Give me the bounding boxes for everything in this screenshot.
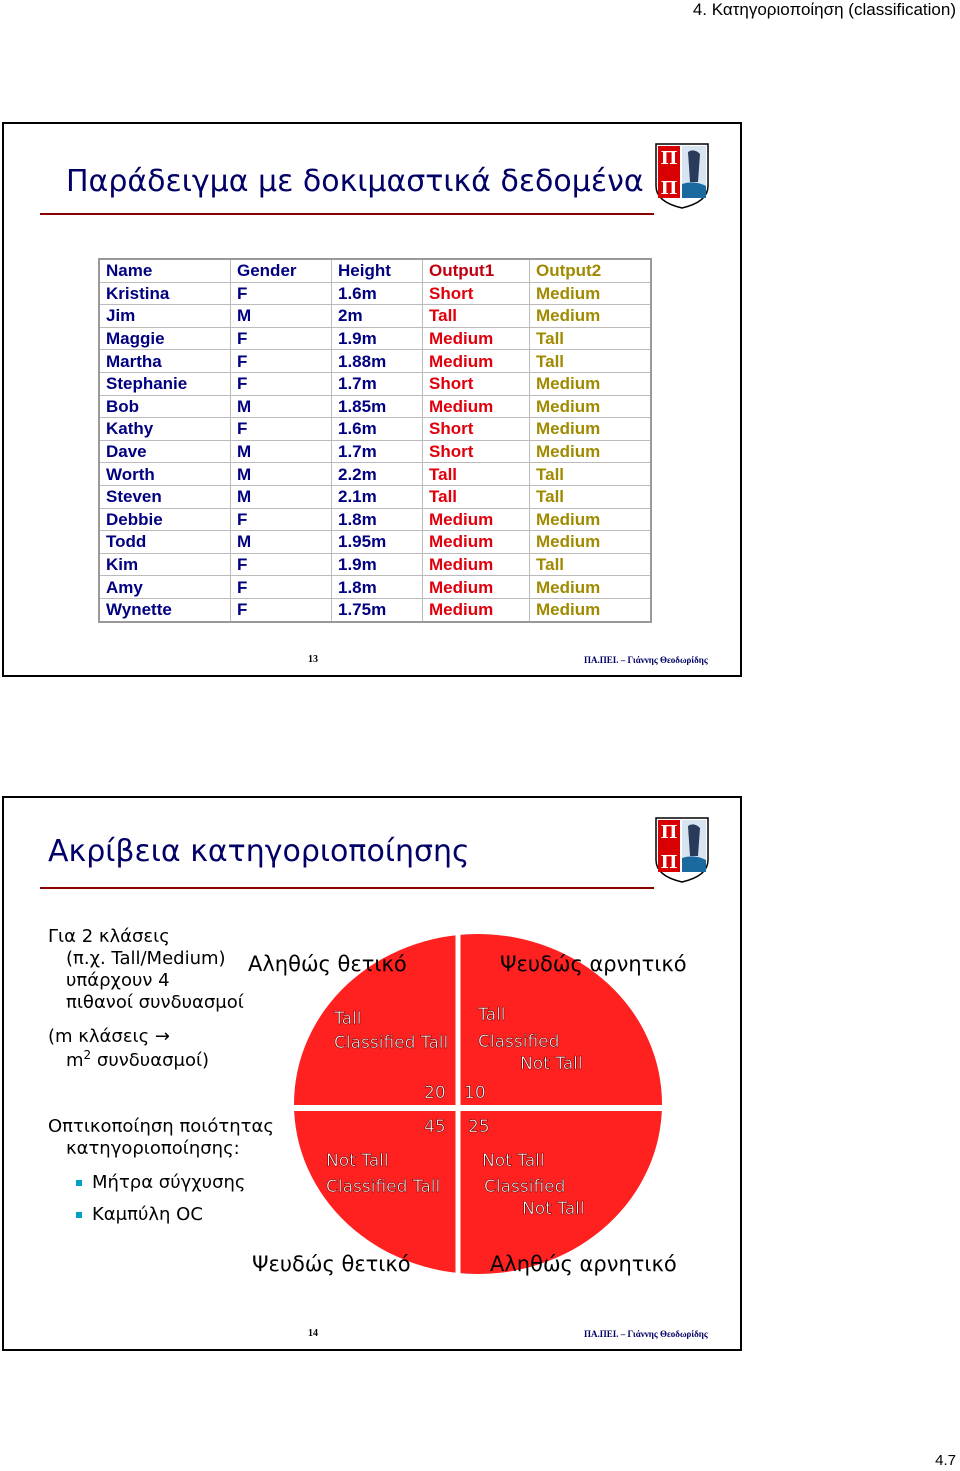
table-cell: Short xyxy=(423,440,530,463)
confusion-pie xyxy=(294,934,662,1274)
table-cell: Martha xyxy=(99,350,231,373)
table-cell: Medium xyxy=(530,282,652,305)
column-header: Height xyxy=(332,259,423,282)
table-cell: 1.7m xyxy=(332,440,423,463)
bullet-square-icon xyxy=(76,1180,82,1186)
text-m-squared xyxy=(66,1048,209,1071)
table-cell: 1.88m xyxy=(332,350,423,373)
table-cell: Medium xyxy=(423,553,530,576)
table-cell: Tall xyxy=(530,350,652,373)
table-row xyxy=(99,440,651,463)
text-m-classes: (m κλάσεις → xyxy=(48,1026,171,1047)
table-cell: F xyxy=(231,282,332,305)
m-combinations: συνδυασμοί) xyxy=(91,1050,210,1071)
table-cell: Kathy xyxy=(99,418,231,441)
table-cell: Amy xyxy=(99,576,231,599)
table-cell: Wynette xyxy=(99,598,231,621)
table-row xyxy=(99,418,651,441)
table-cell: Dave xyxy=(99,440,231,463)
svg-text:Π: Π xyxy=(660,148,678,169)
bl-line1: Not Tall xyxy=(326,1151,389,1171)
text-there-are: υπάρχουν 4 xyxy=(66,970,170,991)
table-cell: Short xyxy=(423,282,530,305)
bl-count: 45 xyxy=(424,1117,446,1137)
table-cell: M xyxy=(231,485,332,508)
table-cell: Medium xyxy=(530,598,652,621)
label-false-negative: Ψευδώς αρνητικό xyxy=(500,952,687,976)
table-cell: Short xyxy=(423,418,530,441)
table-cell: Maggie xyxy=(99,327,231,350)
table-row xyxy=(99,531,651,554)
table-cell: Medium xyxy=(530,440,652,463)
table-cell: 2m xyxy=(332,305,423,328)
table-row xyxy=(99,463,651,486)
footer-author: ΠΑ.ΠΕΙ. – Γιάννης Θεοδωρίδης xyxy=(584,1329,708,1339)
table-cell: F xyxy=(231,553,332,576)
table-cell: Medium xyxy=(530,576,652,599)
column-header: Output1 xyxy=(423,259,530,282)
table-cell: Medium xyxy=(530,418,652,441)
page-corner-number: 4.7 xyxy=(935,1452,956,1469)
table-cell: Medium xyxy=(423,576,530,599)
svg-text:Π: Π xyxy=(660,852,678,873)
table-cell: Tall xyxy=(530,553,652,576)
table-cell: Medium xyxy=(530,372,652,395)
table-cell: Medium xyxy=(423,531,530,554)
table-cell: Medium xyxy=(423,598,530,621)
bullet-confusion-matrix xyxy=(76,1172,245,1193)
table-cell: F xyxy=(231,350,332,373)
slide-title: Παράδειγμα με δοκιμαστικά δεδομένα xyxy=(66,164,644,199)
table-row xyxy=(99,395,651,418)
bullet-square-icon xyxy=(76,1212,82,1218)
tl-count: 20 xyxy=(424,1083,446,1103)
text-example: (π.χ. Tall/Medium) xyxy=(66,948,226,969)
text-visualization: Οπτικοποίηση ποιότητας xyxy=(48,1116,274,1137)
text-combinations: πιθανοί συνδυασμοί xyxy=(66,992,244,1013)
table-cell: Kristina xyxy=(99,282,231,305)
table-cell: Todd xyxy=(99,531,231,554)
table-cell: Tall xyxy=(530,463,652,486)
br-line1: Not Tall xyxy=(482,1151,545,1171)
table-cell: Tall xyxy=(423,305,530,328)
table-cell: Kim xyxy=(99,553,231,576)
table-cell: Medium xyxy=(423,327,530,350)
table-cell: 2.1m xyxy=(332,485,423,508)
table-cell: 1.95m xyxy=(332,531,423,554)
page-number: 14 xyxy=(308,1328,318,1339)
table-row xyxy=(99,598,651,621)
table-cell: M xyxy=(231,440,332,463)
table-cell: 1.9m xyxy=(332,327,423,350)
table-cell: 1.6m xyxy=(332,282,423,305)
table-row xyxy=(99,350,651,373)
table-cell: Debbie xyxy=(99,508,231,531)
table-header-row xyxy=(99,259,651,282)
table-row xyxy=(99,485,651,508)
table-cell: F xyxy=(231,508,332,531)
table-cell: F xyxy=(231,576,332,599)
table-cell: F xyxy=(231,418,332,441)
bullet-label: Καμπύλη OC xyxy=(92,1204,203,1225)
tl-line2: Classified Tall xyxy=(334,1033,449,1053)
table-cell: Medium xyxy=(530,305,652,328)
table-cell: Stephanie xyxy=(99,372,231,395)
tr-line1: Tall xyxy=(478,1005,506,1025)
table-cell: Medium xyxy=(530,508,652,531)
table-cell: Jim xyxy=(99,305,231,328)
text-classification-quality: κατηγοριοποίησης: xyxy=(66,1138,240,1159)
title-divider xyxy=(40,887,654,889)
table-row xyxy=(99,553,651,576)
table-cell: Medium xyxy=(530,395,652,418)
tr-line2: Classified xyxy=(478,1032,560,1052)
table-cell: 1.7m xyxy=(332,372,423,395)
bl-line2: Classified Tall xyxy=(326,1177,441,1197)
br-line2: Classified xyxy=(484,1177,566,1197)
table-cell: F xyxy=(231,327,332,350)
tl-line1: Tall xyxy=(334,1009,362,1029)
slide-14 xyxy=(2,796,742,1351)
m-letter: m xyxy=(66,1050,84,1071)
table-cell: Tall xyxy=(530,485,652,508)
university-logo-icon xyxy=(654,142,710,210)
br-line3: Not Tall xyxy=(522,1199,585,1219)
table-cell: Short xyxy=(423,372,530,395)
title-divider xyxy=(40,213,654,215)
table-cell: Worth xyxy=(99,463,231,486)
university-logo-icon xyxy=(654,816,710,884)
table-row xyxy=(99,372,651,395)
table-cell: 1.8m xyxy=(332,576,423,599)
tr-line3: Not Tall xyxy=(520,1054,583,1074)
table-cell: M xyxy=(231,463,332,486)
table-cell: M xyxy=(231,531,332,554)
slide-title: Ακρίβεια κατηγοριοποίησης xyxy=(48,834,470,869)
table-cell: Bob xyxy=(99,395,231,418)
bullet-label: Μήτρα σύγχυσης xyxy=(92,1172,246,1193)
table-row xyxy=(99,282,651,305)
table-cell: Medium xyxy=(423,508,530,531)
table-cell: M xyxy=(231,305,332,328)
label-false-positive: Ψευδώς θετικό xyxy=(252,1252,411,1276)
table-cell: Medium xyxy=(423,350,530,373)
pie-disk xyxy=(294,934,662,1274)
table-cell: M xyxy=(231,395,332,418)
table-cell: Tall xyxy=(530,327,652,350)
label-true-positive: Αληθώς θετικό xyxy=(248,952,407,976)
table-row xyxy=(99,576,651,599)
table-cell: Tall xyxy=(423,463,530,486)
chapter-header: 4. Κατηγοριοποίηση (classification) xyxy=(692,0,956,19)
br-count: 25 xyxy=(468,1117,490,1137)
column-header: Output2 xyxy=(530,259,652,282)
label-true-negative: Αληθώς αρνητικό xyxy=(490,1252,677,1276)
column-header: Gender xyxy=(231,259,332,282)
table-cell: 1.8m xyxy=(332,508,423,531)
text-two-classes: Για 2 κλάσεις xyxy=(48,926,170,947)
table-cell: Medium xyxy=(423,395,530,418)
footer-author: ΠΑ.ΠΕΙ. – Γιάννης Θεοδωρίδης xyxy=(584,655,708,665)
table-cell: Tall xyxy=(423,485,530,508)
table-cell: Medium xyxy=(530,531,652,554)
slide-13 xyxy=(2,122,742,677)
table-cell: 1.6m xyxy=(332,418,423,441)
bullet-oc-curve xyxy=(76,1204,203,1225)
tr-count: 10 xyxy=(464,1083,486,1103)
column-header: Name xyxy=(99,259,231,282)
test-data-table xyxy=(98,258,652,623)
table-cell: 1.9m xyxy=(332,553,423,576)
page-number: 13 xyxy=(308,654,318,665)
table-cell: F xyxy=(231,598,332,621)
table-cell: 1.75m xyxy=(332,598,423,621)
table-cell: F xyxy=(231,372,332,395)
table-row xyxy=(99,305,651,328)
table-cell: 2.2m xyxy=(332,463,423,486)
table-cell: 1.85m xyxy=(332,395,423,418)
svg-text:Π: Π xyxy=(660,178,678,199)
m-exponent: 2 xyxy=(83,1048,92,1062)
table-row xyxy=(99,508,651,531)
table-row xyxy=(99,327,651,350)
table-cell: Steven xyxy=(99,485,231,508)
svg-text:Π: Π xyxy=(660,822,678,843)
